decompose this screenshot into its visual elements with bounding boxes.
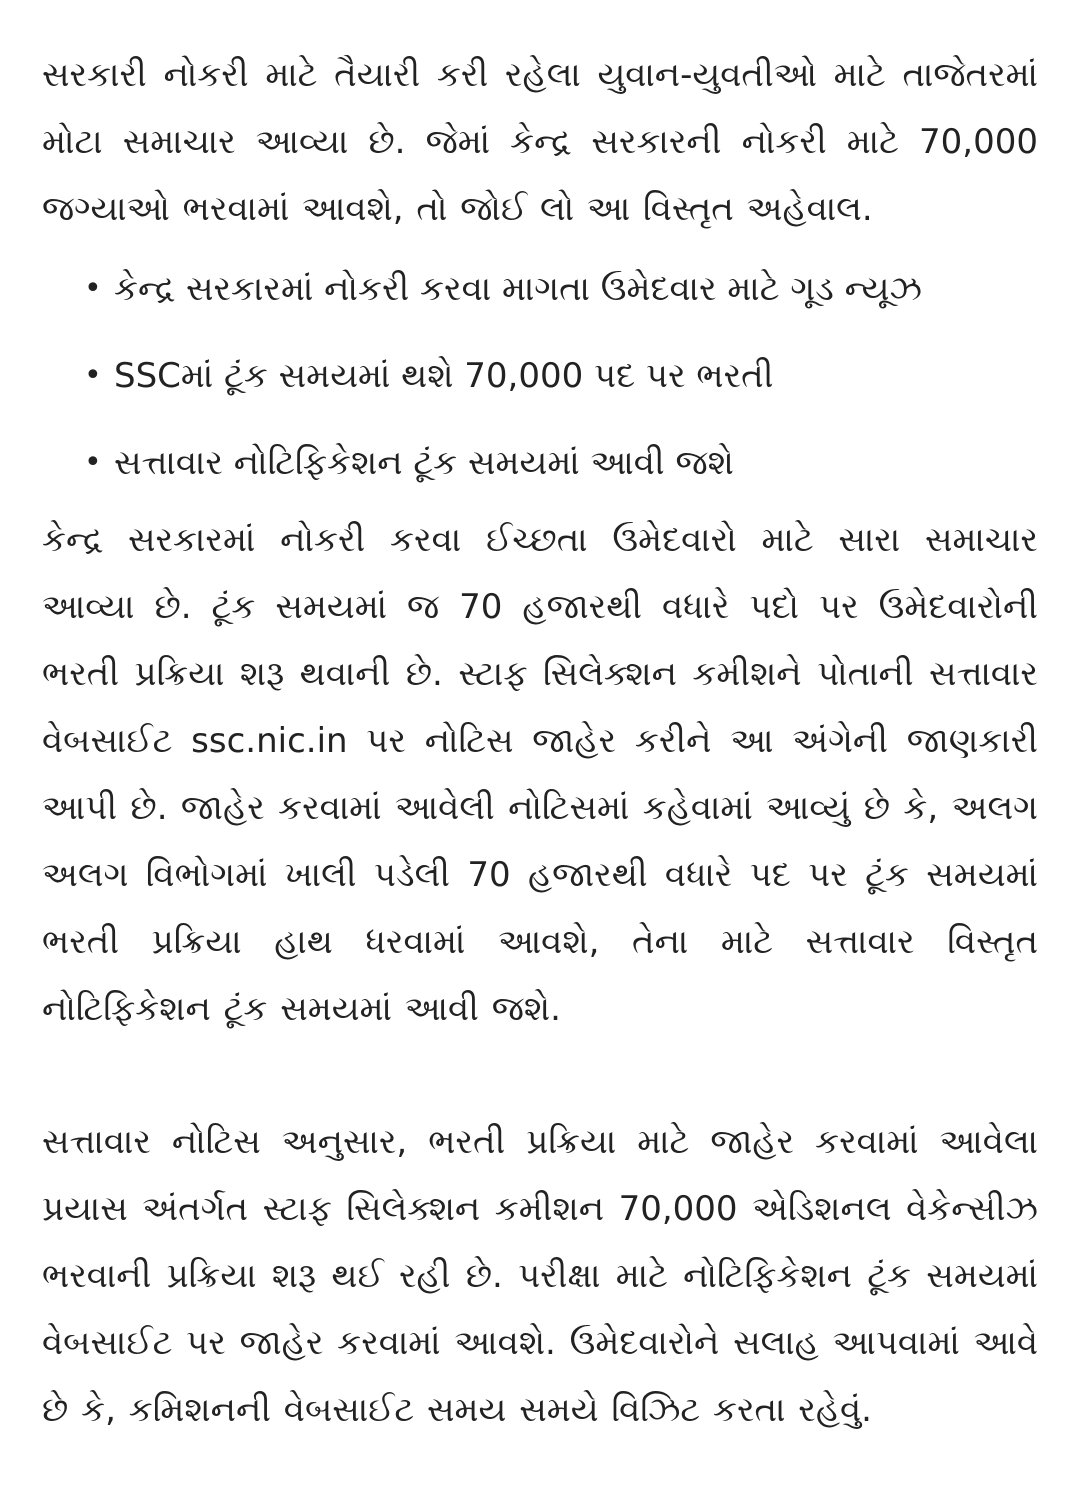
bullet-icon: • bbox=[84, 358, 102, 393]
body-paragraph-2: સત્તાવાર નોટિસ અનુસાર, ભરતી પ્રક્રિયા માટે જાહેર કરવામાં આવેલા પ્રયાસ અંતર્ગત સ્ટાફ સિલેક્શન કમીશન 70,000 એડિશનલ વેકેન્સીઝ ભરવાની પ્રક્રિયા શરૂ થઈ રહી છે. પરીક્ષા માટે નોટિફિકેશન ટૂંક સમયમાં વેબસાઈટ પર જાહેર કરવામાં આવશે. ઉમેદવારોને સલાહ આપવામાં આવે છે કે, કમિશનની વેબસાઈટ સમય સમયે વિઝિટ કરતા રહેવું. bbox=[42, 1122, 1038, 1430]
bullet-text: સત્તાવાર નોટિફિકેશન ટૂંક સમયમાં આવી જશે bbox=[114, 443, 734, 483]
bullet-text: કેન્દ્ર સરકારમાં નોકરી કરવા માગતા ઉમેદવાર માટે ગૂડ ન્યૂઝ bbox=[114, 269, 922, 309]
list-item bbox=[84, 354, 1038, 398]
bullet-text: SSCમાં ટૂંક સમયમાં થશે 70,000 પદ પર ભરતી bbox=[114, 356, 774, 396]
list-item bbox=[84, 441, 1038, 485]
intro-paragraph: સરકારી નોકરી માટે તૈયારી કરી રહેલા યુવાન-યુવતીઓ માટે તાજેતરમાં મોટા સમાચાર આવ્યા છે. જેમાં કેન્દ્ર સરકારની નોકરી માટે 70,000 જગ્યાઓ ભરવામાં આવશે, તો જોઈ લો આ વિસ્તૃત અહેવાલ. bbox=[42, 55, 1038, 229]
bullet-icon: • bbox=[84, 271, 102, 306]
list-item bbox=[84, 267, 1038, 311]
highlights-list bbox=[42, 267, 1038, 485]
bullet-icon: • bbox=[84, 445, 102, 480]
body-paragraph-1: કેન્દ્ર સરકારમાં નોકરી કરવા ઈચ્છતા ઉમેદવારો માટે સારા સમાચાર આવ્યા છે. ટૂંક સમયમાં જ 70 હજારથી વધારે પદો પર ઉમેદવારોની ભરતી પ્રક્રિયા શરૂ થવાની છે. સ્ટાફ સિલેક્શન કમીશને પોતાની સત્તાવાર વેબસાઈટ ssc.nic.in પર નોટિસ જાહેર કરીને આ અંગેની જાણકારી આપી છે. જાહેર કરવામાં આવેલી નોટિસમાં કહેવામાં આવ્યું છે કે, અલગ અલગ વિભોગમાં ખાલી પડેલી 70 હજારથી વધારે પદ પર ટૂંક સમયમાં ભરતી પ્રક્રિયા હાથ ધરવામાં આવશે, તેના માટે સત્તાવાર વિસ્તૃત નોટિફિકેશન ટૂંક સમયમાં આવી જશે. bbox=[42, 520, 1038, 1029]
